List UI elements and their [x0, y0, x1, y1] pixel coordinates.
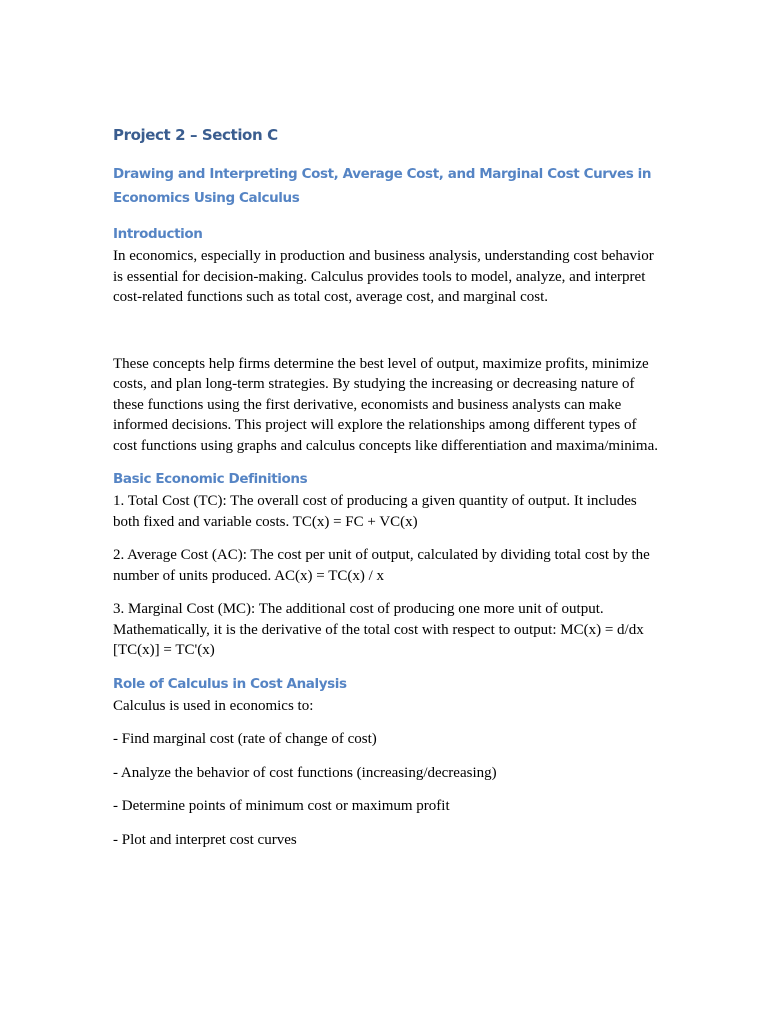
document-title: Project 2 – Section C	[113, 126, 278, 144]
introduction-paragraph-1: In economics, especially in production and business analysis, understanding cost behavior is essential for decision-making. Calculus provides tools to model, analyze, and interpret cost-related functions such as total cost, average cost, and marginal cost.	[113, 248, 654, 305]
document-subtitle: Drawing and Interpreting Cost, Average Cost, and Marginal Cost Curves in Economics Using Calculus	[113, 166, 652, 206]
calculus-role-item-2: - Analyze the behavior of cost functions (increasing/decreasing)	[113, 764, 497, 781]
definition-total-cost: 1. Total Cost (TC): The overall cost of producing a given quantity of output. It includes both fixed and variable costs. TC(x) = FC + VC(x)	[113, 493, 637, 530]
calculus-role-heading: Role of Calculus in Cost Analysis	[113, 675, 347, 692]
definitions-heading: Basic Economic Definitions	[113, 471, 308, 487]
calculus-role-item-1: - Find marginal cost (rate of change of cost)	[113, 731, 377, 747]
definition-marginal-cost: 3. Marginal Cost (MC): The additional cost of producing one more unit of output. Mathematically, it is the derivative of the total cost with respect to output: MC(x) = d/dx [TC(x)] = TC'(x)	[113, 601, 644, 658]
introduction-paragraph-2: These concepts help firms determine the best level of output, maximize profits, minimize costs, and plan long-term strategies. By studying the increasing or decreasing nature of these functions using the first derivative, economists and business analysts can make informed decisions. This project will explore the relationships among different types of cost functions using graphs and calculus concepts like differentiation and maxima/minima.	[113, 355, 659, 454]
calculus-role-item-4: - Plot and interpret cost curves	[113, 831, 297, 848]
document-page	[113, 124, 658, 850]
introduction-heading: Introduction	[113, 226, 203, 242]
calculus-role-intro: Calculus is used in economics to:	[113, 697, 314, 714]
calculus-role-item-3: - Determine points of minimum cost or maximum profit	[113, 798, 450, 814]
definition-average-cost: 2. Average Cost (AC): The cost per unit of output, calculated by dividing total cost by the number of units produced. AC(x) = TC(x) / x	[113, 547, 650, 584]
